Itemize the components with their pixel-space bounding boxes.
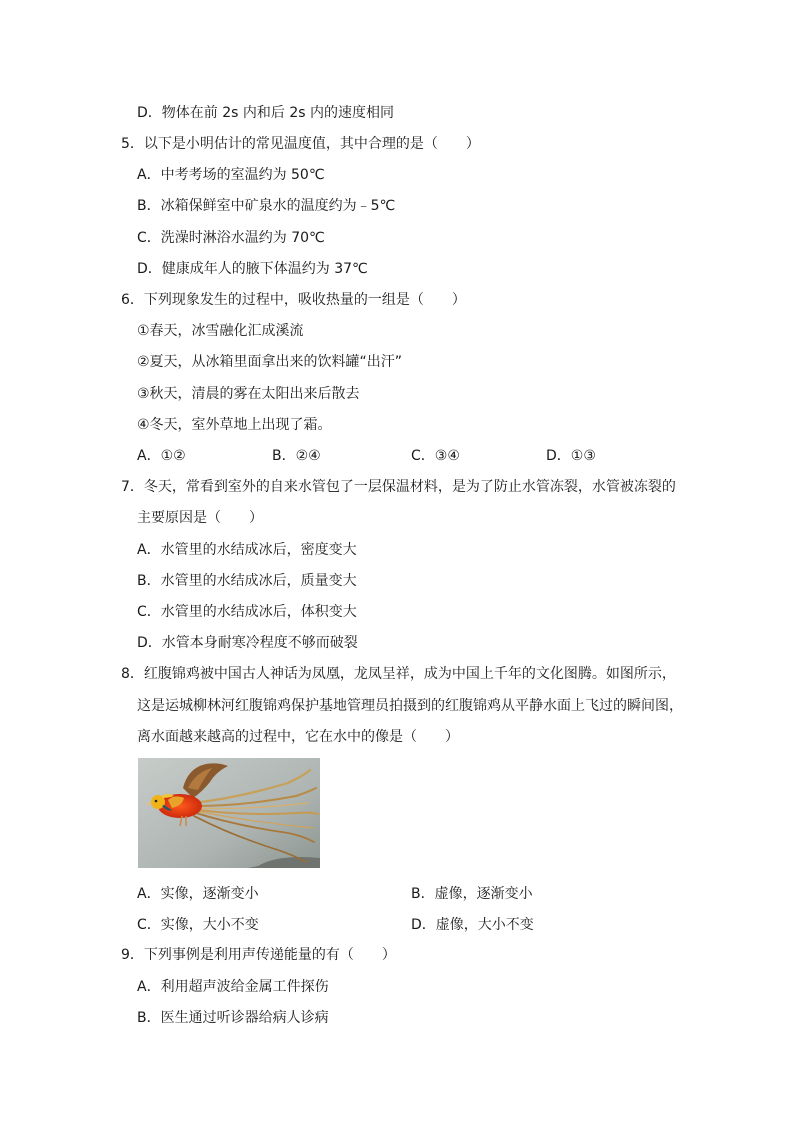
q8-option-d: D．虚像，大小不变 (411, 917, 534, 933)
q6-option-d: D．①③ (546, 448, 596, 464)
q6-option-b: B．②④ (272, 448, 321, 464)
question-5-stem: 5．以下是小明估计的常见温度值，其中合理的是（ ） (121, 136, 480, 152)
golden-pheasant-photo (138, 758, 320, 868)
question-8-stem-line2: 这是运城柳林河红腹锦鸡保护基地管理员拍摄到的红腹锦鸡从平静水面上飞过的瞬间图， (137, 698, 683, 714)
q6-statement-1: ①春天，冰雪融化汇成溪流 (137, 323, 304, 339)
q8-option-a: A．实像，逐渐变小 (137, 886, 259, 902)
question-9-stem: 9．下列事例是利用声传递能量的有（ ） (121, 947, 396, 963)
q6-statement-2: ②夏天，从冰箱里面拿出来的饮料罐“出汗” (137, 354, 403, 370)
q6-statement-3: ③秋天，清晨的雾在太阳出来后散去 (137, 386, 360, 402)
q4-option-d: D．物体在前 2s 内和后 2s 内的速度相同 (137, 105, 394, 121)
question-8-stem-line1: 8．红腹锦鸡被中国古人神话为凤凰，龙凤呈祥，成为中国上千年的文化图腾。如图所示， (121, 666, 676, 682)
question-6-stem: 6．下列现象发生的过程中，吸收热量的一组是（ ） (121, 292, 466, 308)
q9-option-a: A．利用超声波给金属工件探伤 (137, 979, 329, 995)
q5-option-a: A．中考考场的室温约为 50℃ (137, 167, 325, 183)
q6-option-c: C．③④ (411, 448, 460, 464)
q5-option-c: C．洗澡时淋浴水温约为 70℃ (137, 230, 325, 246)
q5-option-b: B．冰箱保鲜室中矿泉水的温度约为﹣5℃ (137, 198, 396, 214)
question-7-stem-line1: 7．冬天，常看到室外的自来水管包了一层保温材料，是为了防止水管冻裂，水管被冻裂的 (121, 479, 676, 495)
q7-option-b: B．水管里的水结成冰后，质量变大 (137, 573, 357, 589)
q8-option-b: B．虚像，逐渐变小 (411, 886, 533, 902)
q9-option-b: B．医生通过听诊器给病人诊病 (137, 1010, 329, 1026)
q6-option-a: A．①② (137, 448, 186, 464)
q7-option-c: C．水管里的水结成冰后，体积变大 (137, 604, 357, 620)
q7-option-d: D．水管本身耐寒冷程度不够而破裂 (137, 635, 358, 651)
question-7-stem-line2: 主要原因是（ ） (137, 510, 263, 526)
q5-option-d: D．健康成年人的腋下体温约为 37℃ (137, 261, 368, 277)
q8-option-c: C．实像，大小不变 (137, 917, 259, 933)
question-8-stem-line3: 离水面越来越高的过程中，它在水中的像是（ ） (137, 729, 459, 745)
q7-option-a: A．水管里的水结成冰后，密度变大 (137, 542, 357, 558)
q6-statement-4: ④冬天，室外草地上出现了霜。 (137, 417, 332, 433)
